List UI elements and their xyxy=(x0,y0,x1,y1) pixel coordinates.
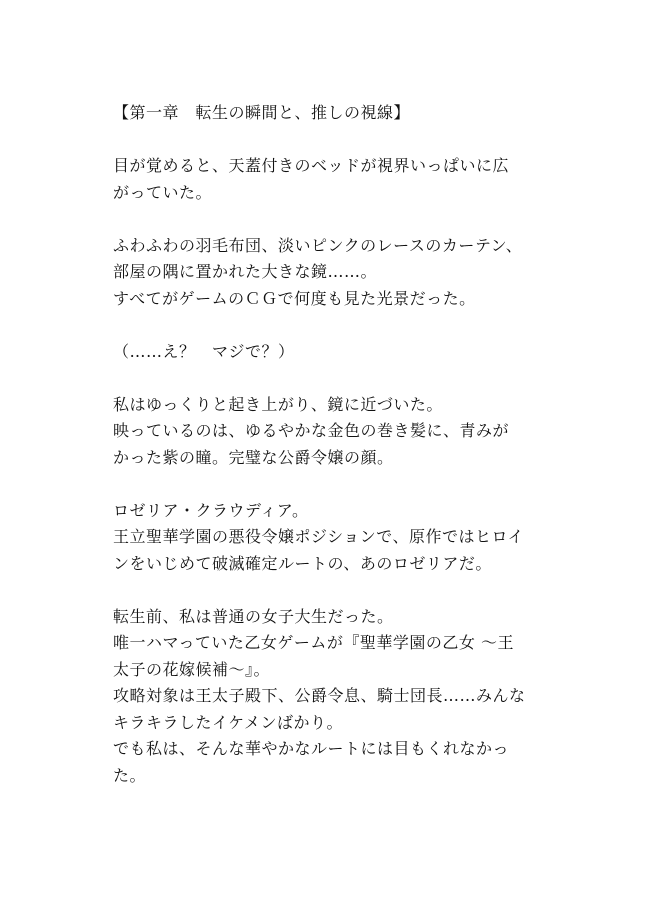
text-line: すべてがゲームのＣＧで何度も見た光景だった。 xyxy=(113,288,476,308)
paragraph-gap xyxy=(113,365,553,392)
paragraph-gap xyxy=(113,577,553,604)
text-line: かった紫の瞳。完璧な公爵令嬢の顔。 xyxy=(113,447,394,467)
text-line: 目が覚めると、天蓋付きのベッドが視界いっぱいに広 xyxy=(113,156,510,175)
paragraph-mirror xyxy=(113,392,553,472)
novel-text xyxy=(113,100,553,789)
text-line: 唯一ハマっていた乙女ゲームが『聖華学園の乙女 〜王 xyxy=(113,633,514,652)
text-line: 王立聖華学園の悪役令嬢ポジションで、原作ではヒロイ xyxy=(113,527,524,546)
paragraph-thought xyxy=(113,339,553,366)
text-line: た。 xyxy=(113,765,147,785)
paragraph-rozelia xyxy=(113,498,553,578)
text-line: がっていた。 xyxy=(113,182,213,202)
text-line: 映っているのは、ゆるやかな金色の巻き髪に、青みが xyxy=(113,421,510,440)
paragraph-gap xyxy=(113,312,553,339)
text-line: ロゼリア・クラウディア。 xyxy=(113,500,309,520)
text-line: 私はゆっくりと起き上がり、鏡に近づいた。 xyxy=(113,394,443,414)
paragraph-room xyxy=(113,233,553,313)
chapter-title: 【第一章 転生の瞬間と、推しの視線】 xyxy=(113,103,411,122)
paragraph-gap xyxy=(113,127,553,154)
paragraph-gap xyxy=(113,206,553,233)
text-line: 攻略対象は王太子殿下、公爵令息、騎士団長……みんな xyxy=(113,686,526,705)
paragraph-awakening xyxy=(113,153,553,206)
paragraph-past-life xyxy=(113,604,553,790)
text-line: でも私は、そんな華やかなルートには目もくれなかっ xyxy=(113,739,510,758)
text-line: 太子の花嫁候補〜』。 xyxy=(113,659,271,679)
text-line: 転生前、私は普通の女子大生だった。 xyxy=(113,606,394,626)
text-line: キラキラしたイケメンばかり。 xyxy=(113,712,344,732)
text-line: 部屋の隅に置かれた大きな鏡……。 xyxy=(113,262,378,281)
text-line: ふわふわの羽毛布団、淡いピンクのレースのカーテン、 xyxy=(113,235,523,255)
paragraph-gap xyxy=(113,471,553,498)
text-line: ンをいじめて破滅確定ルートの、あのロゼリアだ。 xyxy=(113,553,492,573)
text-line: （……え？ マジで？） xyxy=(113,341,295,361)
